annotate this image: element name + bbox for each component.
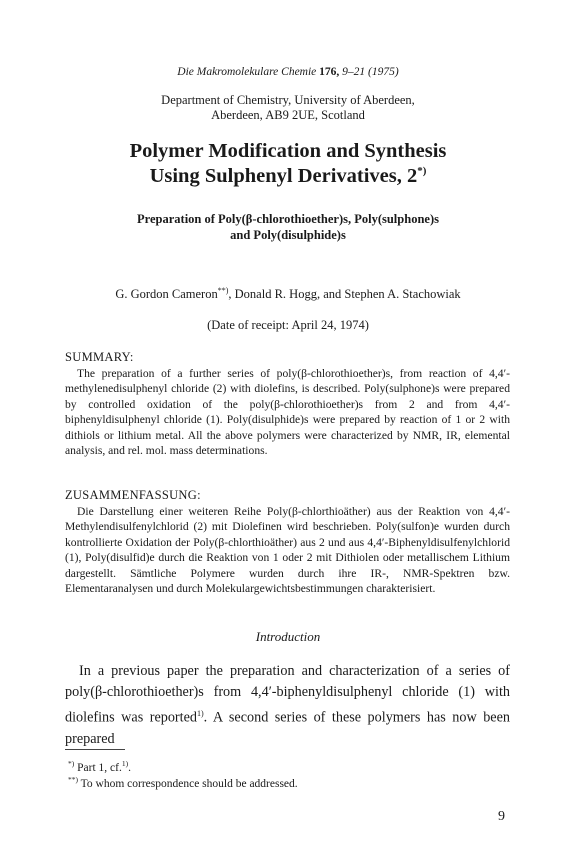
title-line-1: Polymer Modification and Synthesis [129, 140, 447, 162]
title-footnote-marker: *) [417, 165, 427, 178]
introduction-text-a: In a previous paper the preparation and characterization of a series of poly(β-chlorothioether)s from 4,4′-biphenyldisulphenyl chloride (1) with diolefins was reported [65, 663, 510, 726]
affiliation [0, 93, 576, 123]
introduction-body [65, 661, 510, 750]
summary-text: The preparation of a further series of poly(β-chlorothioether)s, from reaction of 4,4′-methylenedisulphenyl chloride (2) with diolefins, is described. Poly(sulphone)s were prepared by controlled oxidation of the poly(β-chlorothioether)s from 2 and from 4,4′-biphenyldisulphenyl chloride (1). Poly(disulphide)s were prepared by reaction of 1 or 2 with dithiols or lithium metal. All the above polymers were characterized by NMR, IR, elemental analysis, and rel. mol. mass determinations. [65, 367, 510, 458]
zusammenfassung-text: Die Darstellung einer weiteren Reihe Poly(β-chlorthioäther) aus der Reaktion von 4,4′-Methylendisulfenylchlorid (2) mit Diolefinen wird beschrieben. Poly(sulfon)e wurden durch kontrollierte Oxidation der Poly(β-chlorthioäther) aus 2 und aus 4,4′-Biphenyldisulfenylchlorid (1), Poly(disulfid)e durch die Reaktion von 1 oder 2 mit Dithiolen oder metallischem Lithium dargestellt. Sämtliche Polymere wurden durch ihre IR-, NMR-Spektren bzw. Elementaranalysen und durch Molekulargewichtsbestimmungen charakterisiert. [65, 505, 510, 596]
page-number: 9 [498, 809, 505, 824]
summary-body [65, 366, 510, 458]
author-list [0, 286, 576, 302]
footnote-1-end: . [128, 761, 131, 774]
footnote-2-text: To whom correspondence should be addressed. [78, 777, 298, 790]
introduction-text-b: . A second series of these polymers has now been prepared [65, 709, 510, 747]
footnote-1-reference: 1) [121, 759, 129, 768]
footnote-divider [65, 749, 125, 750]
author-rest: , Donald R. Hogg, and Stephen A. Stachowiak [228, 287, 461, 302]
journal-name: Die Makromolekulare Chemie [177, 66, 317, 78]
title-line-2-text: Using Sulphenyl Derivatives, 2 [149, 165, 418, 187]
author-first: G. Gordon Cameron [115, 287, 218, 302]
footnote-2-marker: **) [68, 775, 78, 784]
subtitle-line-2: and Poly(disulphide)s [230, 228, 346, 242]
footnote-1-marker: *) [68, 759, 75, 768]
date-of-receipt: (Date of receipt: April 24, 1974) [207, 318, 369, 332]
introduction-reference: 1) [196, 709, 204, 718]
introduction-heading: Introduction [255, 629, 321, 644]
affiliation-line-1: Department of Chemistry, University of Aberdeen, [161, 93, 415, 107]
paper-title [0, 139, 576, 189]
journal-volume: 176, [319, 66, 340, 78]
affiliation-line-2: Aberdeen, AB9 2UE, Scotland [211, 108, 365, 122]
subtitle-line-1: Preparation of Poly(β-chlorothioether)s, Poly(sulphone)s [137, 212, 439, 226]
author-footnote-marker: **) [217, 286, 229, 295]
paper-subtitle [0, 211, 576, 243]
summary-heading: SUMMARY: [65, 350, 134, 364]
title-line-2 [0, 164, 576, 189]
footnote-1-text: Part 1, cf. [74, 761, 122, 774]
footnote-1 [68, 759, 131, 774]
zusammenfassung-body [65, 504, 510, 596]
footnote-2 [68, 775, 298, 790]
journal-pages-year: 9–21 (1975) [342, 66, 399, 78]
zusammenfassung-heading: ZUSAMMENFASSUNG: [65, 488, 201, 502]
introduction-paragraph [65, 661, 510, 750]
journal-citation [0, 66, 576, 78]
